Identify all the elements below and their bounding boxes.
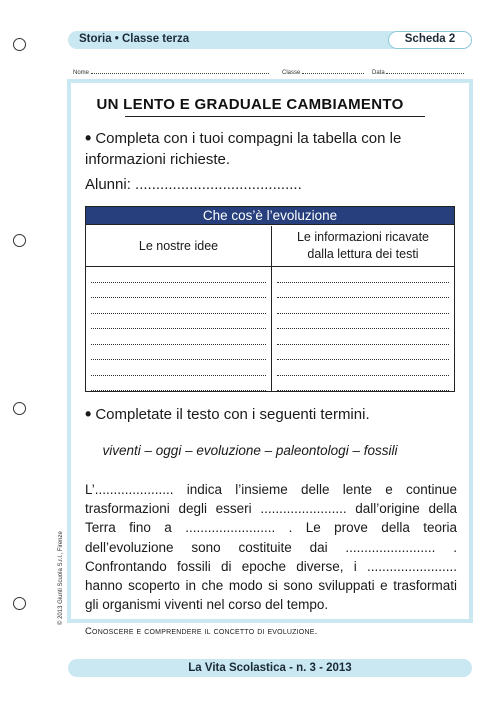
exercise2-text: Completate il testo con i seguenti termini. [95, 406, 370, 423]
answer-line[interactable] [91, 298, 266, 314]
date-field[interactable] [372, 67, 464, 76]
answer-line[interactable] [277, 298, 449, 314]
learning-objective [85, 626, 317, 637]
table-column-info [272, 226, 454, 391]
exercise2-instruction [85, 403, 460, 425]
ideas-answer-lines[interactable] [86, 267, 271, 391]
cloze-paragraph[interactable]: L’..................... indica l’insieme delle lente e continue trasformazioni degli esseri ....................... dall’origine della Terra fino a ........................ . Le prove della teoria dell’evoluzione sono costituite dai ........................ . Confrontando fossili di epoche diverse, i ........................ hanno scoperto in che modo si sono sviluppati e trasformati gli organismi viventi nel corso del tempo. [85, 482, 457, 613]
table-column-ideas [86, 226, 272, 391]
column-header-ideas: Le nostre idee [86, 226, 271, 267]
answer-line[interactable] [91, 376, 266, 392]
word-list: viventi – oggi – evoluzione – paleontologi – fossili [102, 443, 398, 458]
answer-line[interactable] [277, 329, 449, 345]
answer-line[interactable] [91, 283, 266, 299]
answer-line[interactable] [91, 267, 266, 283]
evolution-table [85, 206, 455, 392]
sheet-number: Scheda 2 [388, 31, 472, 49]
exercise1-text: Completa con i tuoi compagni la tabella con le informazioni richieste. [85, 130, 402, 168]
class-label: Classe [282, 70, 301, 76]
header-bar [68, 31, 472, 49]
bullet-icon: • [85, 404, 92, 424]
answer-line[interactable] [277, 376, 449, 392]
binder-hole [13, 234, 26, 247]
answer-line[interactable] [277, 314, 449, 330]
objective-text: Conoscere e comprendere il concetto di evoluzione. [85, 626, 318, 637]
worksheet-title: UN LENTO E GRADUALE CAMBIAMENTO [96, 96, 404, 113]
exercise1-instruction [85, 127, 460, 170]
column-header-info: Le informazioni ricavate dalla lettura dei testi [272, 226, 454, 267]
answer-line[interactable] [277, 360, 449, 376]
class-field[interactable] [282, 67, 364, 76]
answer-line[interactable] [277, 283, 449, 299]
answer-line[interactable] [91, 329, 266, 345]
binder-hole [13, 597, 26, 610]
answer-line[interactable] [277, 345, 449, 361]
alunni-blank: ........................................ [135, 176, 302, 193]
table-title: Che cos’è l’evoluzione [86, 207, 454, 225]
bullet-icon: • [85, 128, 92, 148]
name-field[interactable] [73, 67, 269, 76]
alunni-field[interactable] [85, 176, 302, 193]
date-label: Data [372, 70, 385, 76]
answer-line[interactable] [91, 360, 266, 376]
name-label: Nome [73, 70, 90, 76]
answer-line[interactable] [277, 267, 449, 283]
alunni-label: Alunni: [85, 176, 131, 193]
answer-line[interactable] [91, 345, 266, 361]
copyright-notice: © 2013 Giunti Scuola S.r.l., Firenze [58, 531, 64, 625]
answer-line[interactable] [91, 314, 266, 330]
binder-hole [13, 38, 26, 51]
info-answer-lines[interactable] [272, 267, 454, 391]
title-underline [125, 116, 425, 117]
binder-hole [13, 402, 26, 415]
footer-bar: La Vita Scolastica - n. 3 - 2013 [68, 659, 472, 677]
subject-label: Storia • Classe terza [79, 33, 190, 45]
